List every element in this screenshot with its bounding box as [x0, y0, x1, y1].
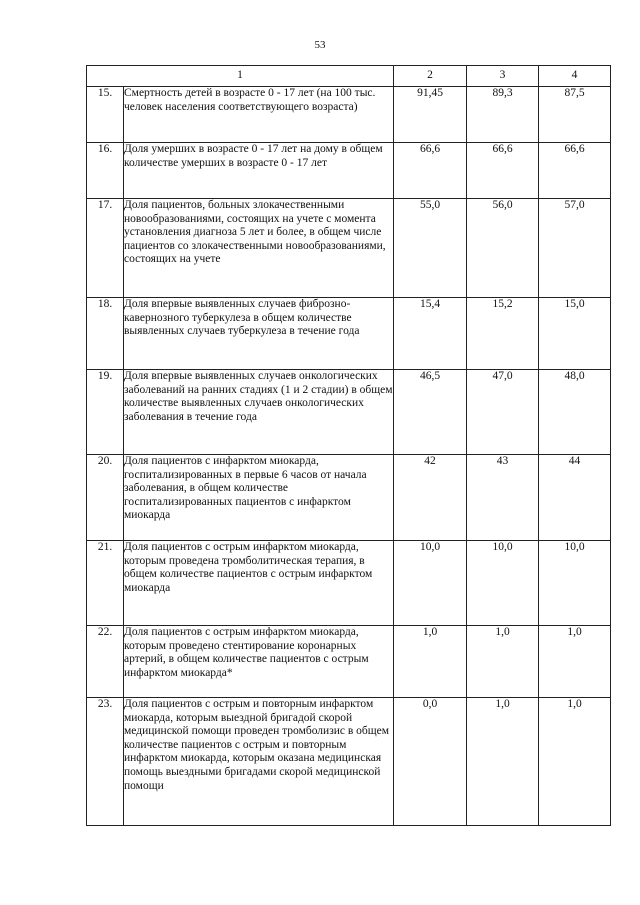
row-value-col2: 15,4: [394, 298, 467, 370]
row-number: 23.: [87, 698, 124, 826]
row-number: 20.: [87, 455, 124, 541]
header-col-4: 4: [539, 66, 611, 87]
row-value-col4: 1,0: [539, 698, 611, 826]
row-value-col3: 43: [467, 455, 539, 541]
table-row: [87, 626, 611, 698]
row-value-col4: 10,0: [539, 541, 611, 626]
row-number: 15.: [87, 87, 124, 143]
row-value-col2: 10,0: [394, 541, 467, 626]
row-number: 19.: [87, 370, 124, 455]
table-row: [87, 87, 611, 143]
row-description: Доля пациентов с острым инфарктом миокарда, которым проведено стентирование коронарных артерий, в общем количестве пациентов с острым инфарктом миокарда*: [124, 626, 394, 698]
row-number: 22.: [87, 626, 124, 698]
row-value-col2: 1,0: [394, 626, 467, 698]
row-description: Доля впервые выявленных случаев фиброзно-кавернозного туберкулеза в общем количестве выявленных случаев туберкулеза в течение года: [124, 298, 394, 370]
row-number: 18.: [87, 298, 124, 370]
row-value-col4: 66,6: [539, 143, 611, 199]
table-row: [87, 143, 611, 199]
row-value-col4: 57,0: [539, 199, 611, 298]
row-description: Смертность детей в возрасте 0 - 17 лет (на 100 тыс. человек населения соответствующего возраста): [124, 87, 394, 143]
row-value-col4: 1,0: [539, 626, 611, 698]
row-description: Доля пациентов с острым инфарктом миокарда, которым проведена тромболитическая терапия, в общем количестве пациентов с острым инфарктом миокарда: [124, 541, 394, 626]
row-value-col4: 44: [539, 455, 611, 541]
row-value-col3: 89,3: [467, 87, 539, 143]
row-value-col3: 10,0: [467, 541, 539, 626]
table-header: [87, 66, 611, 87]
row-description: Доля впервые выявленных случаев онкологических заболеваний на ранних стадиях (1 и 2 стадии) в общем количестве выявленных случаев онкологических заболевания в течение года: [124, 370, 394, 455]
row-description: Доля пациентов с инфарктом миокарда, госпитализированных в первые 6 часов от начала заболевания, в общем количестве госпитализированных пациентов с инфарктом миокарда: [124, 455, 394, 541]
header-col-1: 1: [87, 66, 394, 87]
row-number: 21.: [87, 541, 124, 626]
table-row: [87, 455, 611, 541]
row-value-col2: 55,0: [394, 199, 467, 298]
row-value-col4: 48,0: [539, 370, 611, 455]
table-row: [87, 541, 611, 626]
page-number: 53: [314, 39, 326, 51]
row-value-col2: 42: [394, 455, 467, 541]
header-col-2: 2: [394, 66, 467, 87]
row-value-col3: 47,0: [467, 370, 539, 455]
row-value-col3: 66,6: [467, 143, 539, 199]
header-col-3: 3: [467, 66, 539, 87]
row-value-col3: 1,0: [467, 698, 539, 826]
row-value-col3: 1,0: [467, 626, 539, 698]
indicator-table: [86, 65, 611, 826]
row-number: 17.: [87, 199, 124, 298]
row-number: 16.: [87, 143, 124, 199]
table-row: [87, 370, 611, 455]
row-value-col2: 91,45: [394, 87, 467, 143]
row-value-col3: 15,2: [467, 298, 539, 370]
table-row: [87, 698, 611, 826]
row-description: Доля умерших в возрасте 0 - 17 лет на дому в общем количестве умерших в возрасте 0 - 17 лет: [124, 143, 394, 199]
row-value-col2: 46,5: [394, 370, 467, 455]
header-row: [87, 66, 611, 87]
row-value-col4: 87,5: [539, 87, 611, 143]
row-description: Доля пациентов, больных злокачественными новообразованиями, состоящих на учете с момента установления диагноза 5 лет и более, в общем числе пациентов со злокачественными новообразованиями, состоящих на учете: [124, 199, 394, 298]
table-body: [87, 87, 611, 826]
row-value-col2: 66,6: [394, 143, 467, 199]
row-value-col4: 15,0: [539, 298, 611, 370]
table-row: [87, 199, 611, 298]
row-value-col2: 0,0: [394, 698, 467, 826]
table-row: [87, 298, 611, 370]
row-description: Доля пациентов с острым и повторным инфарктом миокарда, которым выездной бригадой скорой медицинской помощи проведен тромболизис в общем количестве пациентов с острым и повторным инфарктом миокарда, которым оказана медицинская помощь выездными бригадами скорой медицинской помощи: [124, 698, 394, 826]
row-value-col3: 56,0: [467, 199, 539, 298]
